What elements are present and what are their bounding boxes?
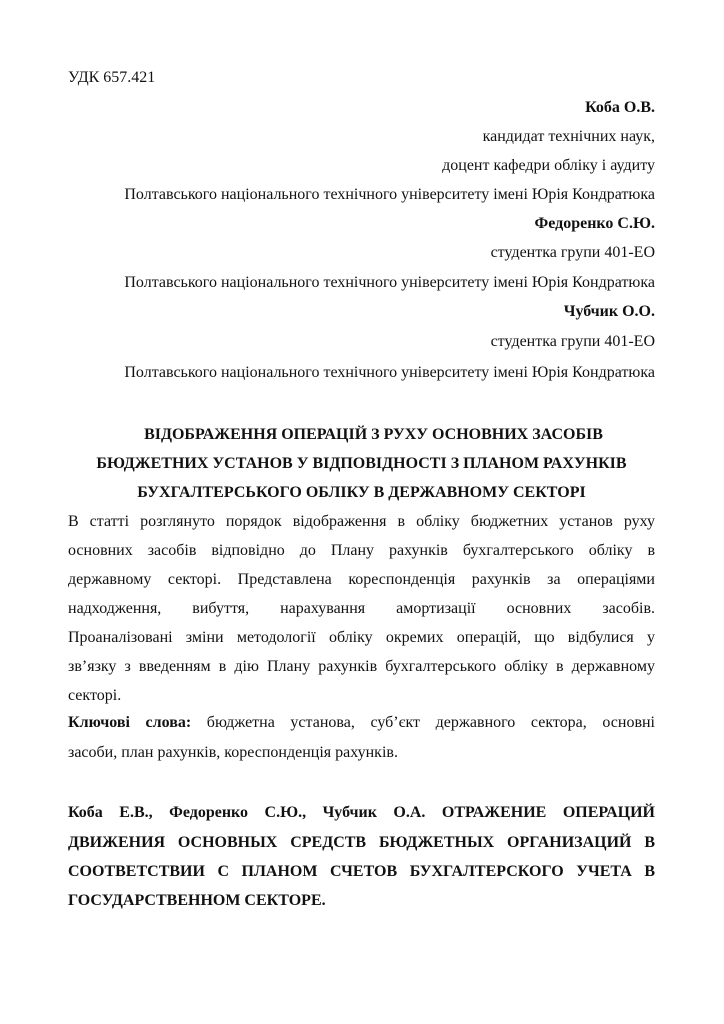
author-affiliation: Полтавського національного технічного університету імені Юрія Кондратюка	[124, 274, 655, 291]
author-affiliation: кандидат технічних наук,	[482, 128, 655, 145]
author-affiliation: студентка групи 401-ЕО	[490, 333, 655, 350]
keywords-label: Ключові слова:	[68, 714, 192, 731]
author-affiliation: Полтавського національного технічного університету імені Юрія Кондратюка	[124, 364, 655, 381]
author-name: Коба О.В.	[585, 99, 655, 116]
author-affiliation: Полтавського національного технічного університету імені Юрія Кондратюка	[124, 186, 655, 203]
author-affiliation: студентка групи 401-ЕО	[490, 244, 655, 261]
author-affiliation: доцент кафедри обліку і аудиту	[442, 157, 655, 174]
udc-code: УДК 657.421	[68, 69, 156, 86]
author-name: Федоренко С.Ю.	[534, 215, 655, 232]
author-name: Чубчик О.О.	[563, 303, 655, 320]
keywords-text: бюджетна установа, суб’єкт державного сектора, основні	[206, 714, 656, 731]
